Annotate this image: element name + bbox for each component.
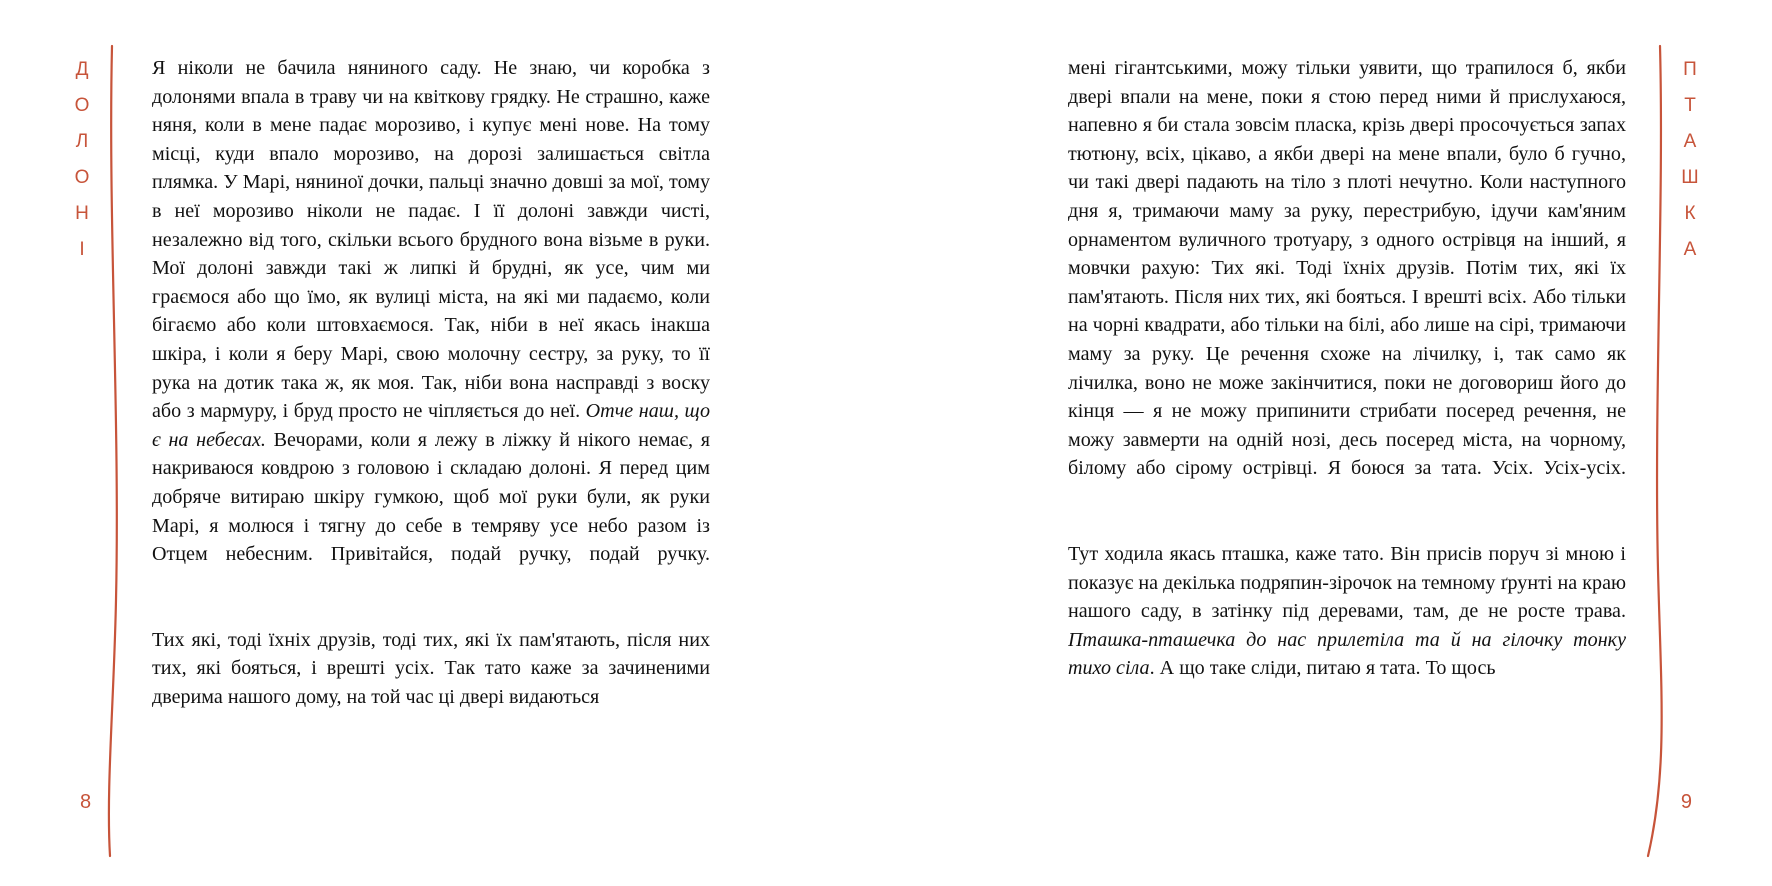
right-running-head-letter: К (1684, 203, 1696, 224)
text-run: Тут ходила якась пташка, каже тато. Він присів поруч зі мною і показує на декілька подряпин-зірочок на темному ґрунті на краю нашого саду, в затінку під деревами, там, де не росте трава. (1068, 543, 1626, 623)
right-running-head-letter: А (1683, 239, 1697, 260)
right-running-head-letter: П (1683, 59, 1697, 80)
right-page-number: 9 (1680, 791, 1692, 813)
paragraph (1068, 54, 1626, 512)
italic-run: Пташка-пташечка до нас прилетіла та й на гілочку тонку тихо сіла (1068, 628, 1626, 680)
paragraph (152, 626, 710, 712)
left-running-head-letter: О (74, 95, 90, 116)
right-page (886, 0, 1772, 886)
right-running-head-letter: Ш (1681, 167, 1699, 188)
text-run: мені гігантськими, можу тільки уявити, що трапилося б, якби двері впали на мене, поки я стою перед ними й прислухаюся, напевно я би стала зовсім пласка, крізь двері просочується запах тютюну, всіх, цікаво, а якби двері на мене впали, було б гучно, чи такі двері падають на тіло з плоті нечутно. Коли наступного дня я, тримаючи маму за руку, перестрибую, ідучи кам'яним орнаментом вуличного тротуару, з одного острівця на інший, я мовчки рахую: Тих які. Тоді їхніх друзів. Потім тих, які їх пам'ятають. Після них тих, які бояться. І врешті всіх. Або тільки на чорні квадрати, або тільки на білі, або лише на сірі, тримаючи маму за руку. Це речення схоже на лічилку, і, так само як лічилка, воно не може закінчитися, поки не договориш його до кінця — я не можу припинити стрибати посеред речення, не можу завмерти на одній нозі, десь посеред міста, на чорному, білому або сірому острівці. Я боюся за тата. Усіх. Усіх-усіх. (1068, 57, 1626, 480)
text-run: Я ніколи не бачила няниного саду. Не знаю, чи коробка з долонями впала в траву чи на квіткову грядку. Не страшно, каже няня, коли в мене падає морозиво, і купує мені нове. На тому місці, куди впало морозиво, на дорозі залишається світла плямка. У Марі, няниної дочки, пальці значно довші за мої, тому в неї морозиво ніколи не падає. І її долоні завжди чисті, незалежно від того, скільки всього брудного вона візьме в руки. Мої долоні завжди такі ж липкі й брудні, як усе, чим ми граємося або що їмо, як вулиці міста, на які ми падаємо, коли бігаємо або коли штовхаємося. Так, ніби в неї якась інакша шкіра, і коли я беру Марі, свою молочну сестру, за руку, то її рука на дотик така ж, як моя. Так, ніби вона насправді з воску або з мармуру, і бруд просто не чіпляється до неї. (152, 57, 710, 423)
right-decorative-rule (1634, 0, 1674, 886)
italic-run: Отче наш, що є на небесах. (152, 400, 710, 451)
left-running-head-letter: Д (75, 59, 89, 80)
left-running-head-letter: І (79, 239, 85, 260)
text-run: Вечорами, коли я лежу в ліжку й нікого немає, я накриваюся ковдрою з головою і складаю долоні. Я перед цим добряче витираю шкіру гумкою, щоб мої руки були, як руки Марі, я молюся і тягну до себе в темряву усе небо разом із Отцем небесним. Привітайся, подай ручку, подай ручку. (152, 428, 710, 566)
left-text-column (152, 54, 710, 834)
left-running-head-letter: Л (75, 131, 89, 152)
left-running-head (62, 60, 102, 276)
text-run: . А що таке сліди, питаю я тата. То щось (1149, 657, 1496, 680)
left-decorative-rule (98, 0, 138, 886)
left-page-number: 8 (80, 791, 92, 813)
paragraph (152, 54, 710, 597)
left-running-head-letter: О (74, 167, 90, 188)
text-run: Тих які, тоді їхніх друзів, тоді тих, які їх пам'ятають, після них тих, які бояться, і врешті усіх. Так тато каже за зачиненими дверима нашого дому, на той час ці двері видаються (152, 628, 710, 709)
right-text-column (1068, 54, 1626, 834)
left-running-head-letter: Н (75, 203, 89, 224)
paragraph (1068, 540, 1626, 683)
right-running-head (1670, 60, 1710, 276)
right-running-head-letter: А (1683, 131, 1697, 152)
right-running-head-letter: Т (1684, 95, 1696, 116)
